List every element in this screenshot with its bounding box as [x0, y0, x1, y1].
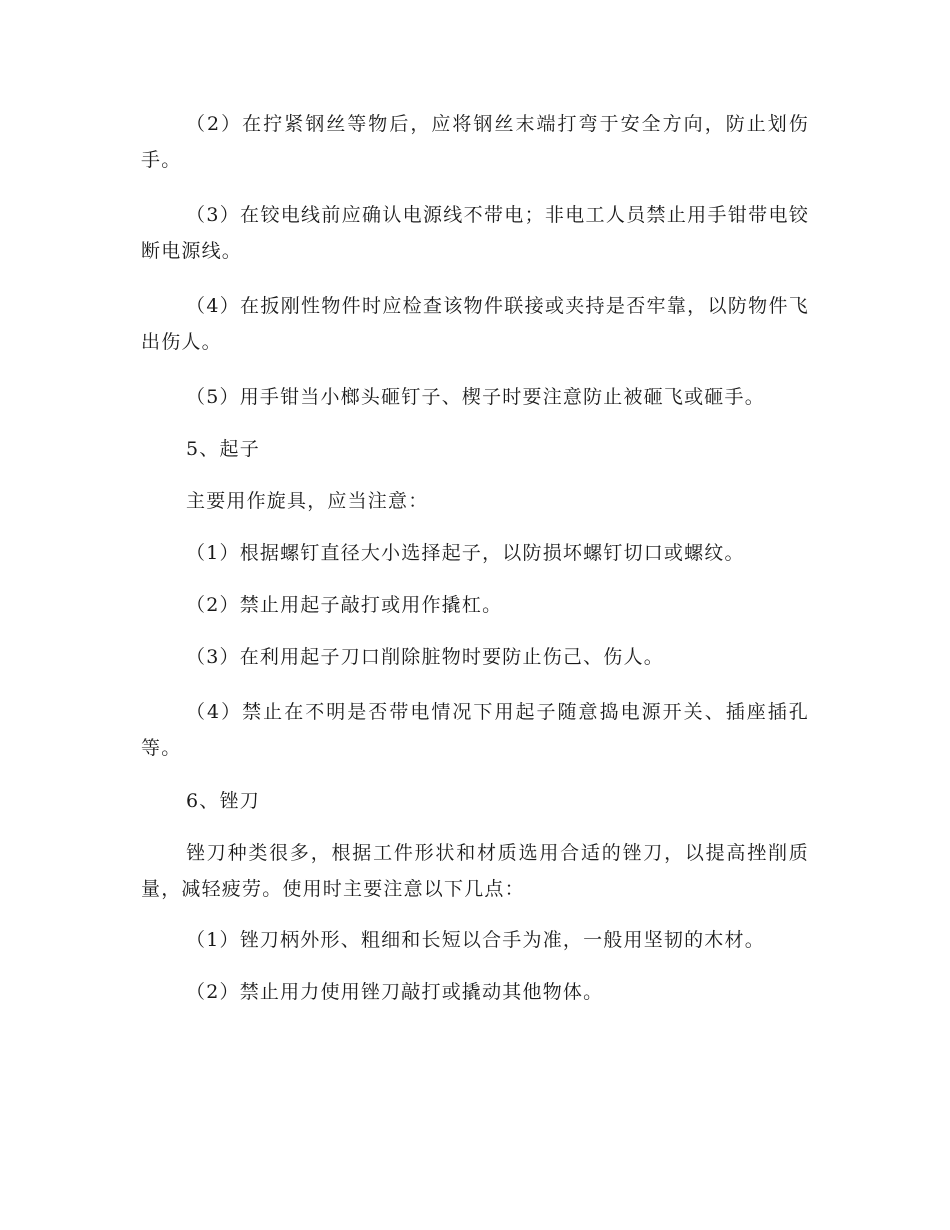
paragraph-screwdriver-rule-1: （1）根据螺钉直径大小选择起子，以防损坏螺钉切口或螺纹。 — [186, 542, 745, 564]
paragraph-pliers-rule-3: （3）在铰电线前应确认电源线不带电；非电工人员禁止用手钳带电铰断电源线。 — [141, 204, 809, 262]
section-heading-screwdriver: 5、起子 — [186, 438, 260, 460]
paragraph-file-rule-1: （1）锉刀柄外形、粗细和长短以合手为准，一般用坚韧的木材。 — [186, 929, 765, 951]
paragraph-screwdriver-rule-2: （2）禁止用起子敲打或用作撬杠。 — [186, 594, 503, 616]
paragraph-pliers-rule-4: （4）在扳刚性物件时应检查该物件联接或夹持是否牢靠，以防物件飞出伤人。 — [141, 295, 809, 353]
paragraph-screwdriver-rule-3: （3）在利用起子刀口削除脏物时要防止伤己、伤人。 — [186, 646, 664, 668]
paragraph-pliers-rule-2: （2）在拧紧钢丝等物后，应将钢丝末端打弯于安全方向，防止划伤手。 — [141, 113, 809, 171]
section-heading-file: 6、锉刀 — [186, 790, 260, 812]
paragraph-file-intro: 锉刀种类很多，根据工件形状和材质选用合适的锉刀，以提高挫削质量，减轻疲劳。使用时主要注意以下几点： — [141, 842, 809, 900]
paragraph-file-rule-2: （2）禁止用力使用锉刀敲打或撬动其他物体。 — [186, 981, 604, 1003]
paragraph-pliers-rule-5: （5）用手钳当小榔头砸钉子、楔子时要注意防止被砸飞或砸手。 — [186, 386, 765, 408]
paragraph-screwdriver-intro: 主要用作旋具，应当注意： — [186, 490, 429, 512]
paragraph-screwdriver-rule-4: （4）禁止在不明是否带电情况下用起子随意捣电源开关、插座插孔等。 — [141, 701, 809, 759]
